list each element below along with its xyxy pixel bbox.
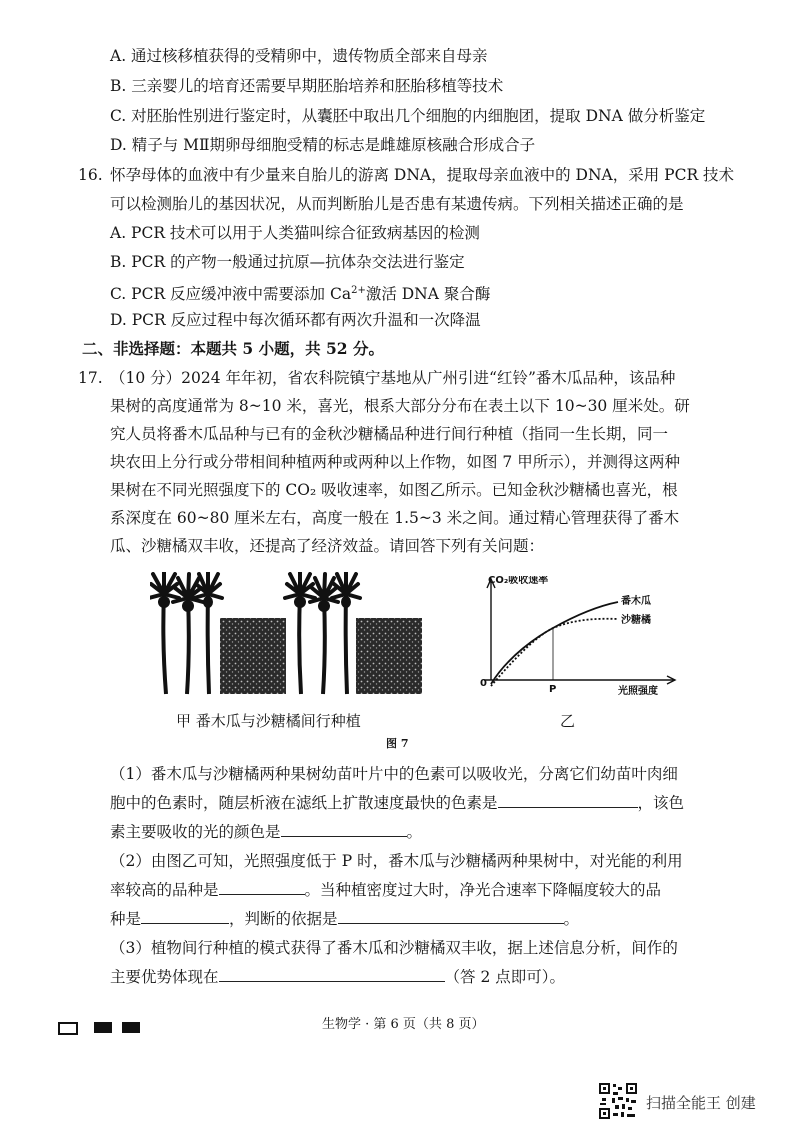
q17-sub2-line-2 <box>110 880 661 900</box>
papaya-curve <box>491 602 618 684</box>
section-2-heading: 二、非选择题：本题共 5 小题，共 52 分。 <box>82 339 384 358</box>
papaya-tree-group-left <box>150 572 222 694</box>
q17-number: 17. <box>78 369 103 387</box>
q17-line-4: 块农田上分行或分带相间种植两种或两种以上作物，如图 7 甲所示），并测得这两种 <box>110 453 680 471</box>
q17-sub2-line-3-text: 种是 <box>110 910 142 928</box>
q17-sub1-line-3-end: 。 <box>406 823 423 841</box>
papaya-tree-group-right <box>285 572 360 694</box>
q15-option-a: A. 通过核移植获得的受精卵中，遗传物质全部来自母亲 <box>110 47 488 65</box>
q17-sub1-line-2-end: ，该色 <box>637 794 685 812</box>
answer-blank-5[interactable] <box>338 909 564 924</box>
footer-mark-solid-2 <box>122 1022 140 1033</box>
p-label: P <box>549 684 557 695</box>
answer-blank-2[interactable] <box>281 822 407 837</box>
q17-sub3-line-1: （3）植物间行种植的模式获得了番木瓜和沙糖橘双丰收，据上述信息分析，间作的 <box>110 939 678 957</box>
answer-blank-4[interactable] <box>141 909 229 924</box>
q16-option-c-sup: 2+ <box>351 285 366 296</box>
q17-sub1-line-3-text: 素主要吸收的光的颜色是 <box>110 823 281 841</box>
q16-option-c-post: 激活 DNA 聚合酶 <box>365 285 491 304</box>
q17-sub2-line-3-end: 。 <box>563 910 580 928</box>
x-axis-label: 光照强度 <box>618 686 658 697</box>
q16-option-a: A. PCR 技术可以用于人类猫叫综合征致病基因的检测 <box>110 224 480 242</box>
page-footer: 生物学 · 第 6 页（共 8 页） <box>322 1017 485 1032</box>
citrus-block-right <box>356 618 422 694</box>
q17-sub3-line-2 <box>110 967 565 987</box>
co2-absorption-chart <box>478 576 678 700</box>
y-axis-label: CO₂吸收速率 <box>488 576 549 586</box>
q17-sub2-line-3 <box>110 909 579 929</box>
q17-sub2-line-1: （2）由图乙可知，光照强度低于 P 时，番木瓜与沙糖橘两种果树中，对光能的利用 <box>110 852 683 870</box>
q17-line-6: 系深度在 60~80 厘米左右，高度一般在 1.5~3 米之间。通过精心管理获得了番木 <box>110 509 680 527</box>
q17-sub3-line-2-end: （答 2 点即可）。 <box>444 968 565 986</box>
q17-sub1-line-3 <box>110 822 422 842</box>
scanner-watermark: 扫描全能王 创建 <box>646 1094 756 1112</box>
q17-sub1-line-1: （1）番木瓜与沙糖橘两种果树幼苗叶片中的色素可以吸收光，分离它们幼苗叶肉细 <box>110 765 678 783</box>
figure-number: 图 7 <box>386 737 409 750</box>
q17-sub3-line-2-text: 主要优势体现在 <box>110 968 219 986</box>
q17-sub2-line-2-end: 。当种植密度过大时，净光合速率下降幅度较大的品 <box>304 881 662 899</box>
footer-mark-solid-1 <box>94 1022 112 1033</box>
figure-intercropping-illustration <box>150 572 426 700</box>
q17-line-1: （10 分）2024 年年初，省农科院镇宁基地从广州引进“红铃”番木瓜品种，该品种 <box>110 369 676 387</box>
citrus-curve <box>491 619 618 686</box>
q16-option-c <box>110 281 490 304</box>
q16-stem-line-1: 怀孕母体的血液中有少量来自胎儿的游离 DNA，提取母亲血液中的 DNA，采用 PCR 技术 <box>110 166 735 184</box>
q16-option-d: D. PCR 反应过程中每次循环都有两次升温和一次降温 <box>110 311 481 329</box>
q16-option-c-pre: C. PCR 反应缓冲液中需要添加 Ca <box>110 285 352 304</box>
q17-line-7: 瓜、沙糖橘双丰收，还提高了经济效益。请回答下列有关问题： <box>110 537 545 555</box>
q17-sub1-line-2-text: 胞中的色素时，随层析液在滤纸上扩散速度最快的色素是 <box>110 794 498 812</box>
q17-sub1-line-2 <box>110 793 684 813</box>
origin-label: 0 <box>480 678 487 689</box>
q16-number: 16. <box>78 166 103 184</box>
q15-option-c: C. 对胚胎性别进行鉴定时，从囊胚中取出几个细胞的内细胞团，提取 DNA 做分析鉴定 <box>110 107 706 125</box>
q17-sub2-line-2-text: 率较高的品种是 <box>110 881 219 899</box>
citrus-block-left <box>220 618 286 694</box>
series-label-citrus: 沙糖橘 <box>621 615 651 626</box>
footer-mark-hollow <box>58 1022 78 1035</box>
answer-blank-1[interactable] <box>498 793 638 808</box>
figure-caption-jia: 甲 番木瓜与沙糖橘间行种植 <box>176 712 361 730</box>
q15-option-b: B. 三亲婴儿的培育还需要早期胚胎培养和胚胎移植等技术 <box>110 77 504 95</box>
answer-blank-6[interactable] <box>219 967 445 982</box>
q16-stem-line-2: 可以检测胎儿的基因状况，从而判断胎儿是否患有某遗传病。下列相关描述正确的是 <box>110 195 684 213</box>
footer-registration-marks <box>58 1020 148 1034</box>
series-label-papaya: 番木瓜 <box>621 596 651 607</box>
qr-code-icon <box>598 1082 638 1120</box>
q17-line-3: 究人员将番木瓜品种与已有的金秋沙糖橘品种进行间行种植（指同一生长期，同一 <box>110 425 669 443</box>
q17-line-5: 果树在不同光照强度下的 CO₂ 吸收速率，如图乙所示。已知金秋沙糖橘也喜光，根 <box>110 481 678 499</box>
q15-option-d: D. 精子与 MⅡ期卵母细胞受精的标志是雌雄原核融合形成合子 <box>110 136 536 154</box>
answer-blank-3[interactable] <box>219 880 305 895</box>
q17-sub2-line-3-mid: ，判断的依据是 <box>229 910 338 928</box>
figure-caption-yi: 乙 <box>560 712 576 730</box>
q17-line-2: 果树的高度通常为 8~10 米，喜光，根系大部分分布在表土以下 10~30 厘米处。研 <box>110 397 690 415</box>
q16-option-b: B. PCR 的产物一般通过抗原—抗体杂交法进行鉴定 <box>110 253 465 271</box>
